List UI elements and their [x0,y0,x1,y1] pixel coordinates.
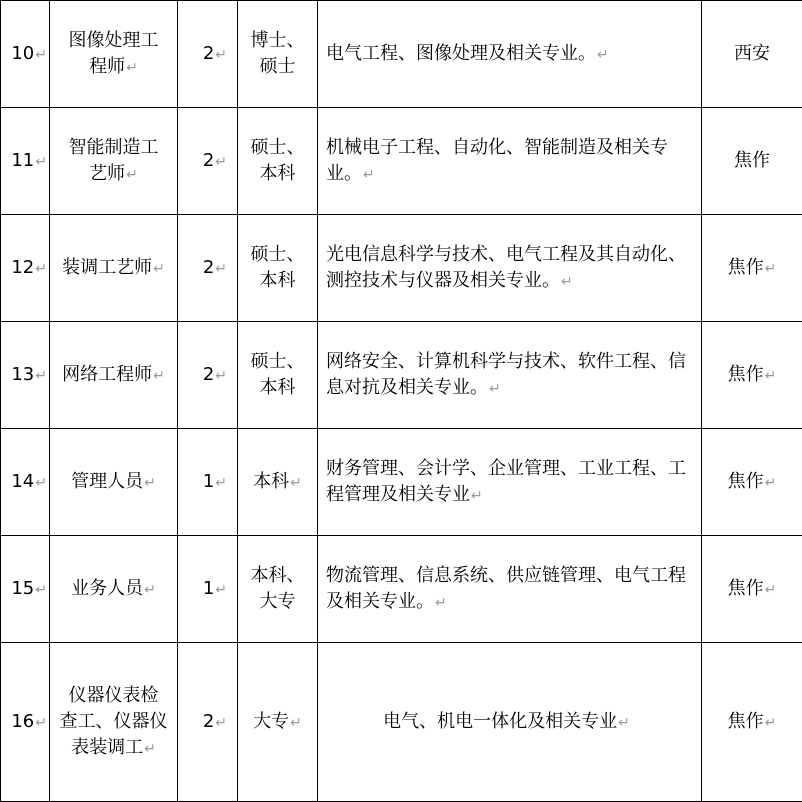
table-row [1,215,802,322]
degree-line: 本科、 [250,565,305,586]
degree-line: 硕士、 [250,351,305,372]
table-row [1,429,802,536]
paragraph-mark: ↵ [215,367,227,384]
row-number-cell: 16↵ [1,643,50,802]
paragraph-mark: ↵ [35,367,47,384]
location-cell: 焦作↵ [702,322,802,429]
position-line: 装调工艺师 [62,256,153,278]
degree-line: 本科 [259,377,296,398]
major-cell: 光电信息科学与技术、电气工程及其自动化、测控技术与仪器及相关专业。↵ [318,215,702,322]
paragraph-mark: ↵ [363,166,375,183]
paragraph-mark: ↵ [215,153,227,170]
count-cell: 2↵ [178,322,238,429]
location-cell: 焦作↵ [702,429,802,536]
position-line: 业务人员 [71,577,144,599]
paragraph-mark: ↵ [144,581,156,598]
paragraph-mark: ↵ [144,474,156,491]
paragraph-mark: ↵ [597,46,609,63]
table-row [1,536,802,643]
position-line: 查工、仪器仪 [59,710,168,732]
paragraph-mark: ↵ [290,474,302,491]
row-number-cell: 10↵ [1,1,50,108]
table-row [1,643,802,802]
degree-line: 硕士、 [250,244,305,265]
position-line: 仪器仪表检 [68,684,159,706]
paragraph-mark: ↵ [35,260,47,277]
position-line: 网络工程师 [62,363,153,385]
degree-cell [238,108,318,215]
position-line: 图像处理工 [68,29,159,51]
paragraph-mark: ↵ [215,46,227,63]
degree-cell [238,1,318,108]
degree-line: 大专 [259,591,296,612]
count-cell: 1↵ [178,429,238,536]
position-line: 智能制造工 [68,136,159,158]
location-cell: 焦作↵ [702,536,802,643]
degree-line: 硕士、 [250,137,305,158]
table-row [1,322,802,429]
paragraph-mark: ↵ [215,714,227,731]
count-cell: 1↵ [178,536,238,643]
position-line: 表装调工 [71,736,144,758]
paragraph-mark: ↵ [35,46,47,63]
position-cell [50,322,178,429]
row-number-cell: 11↵ [1,108,50,215]
paragraph-mark: ↵ [153,367,165,384]
position-line: 管理人员 [71,470,144,492]
position-cell [50,215,178,322]
degree-line: 博士、 [250,30,305,51]
position-cell [50,108,178,215]
major-cell: 电气、机电一体化及相关专业↵ [318,643,702,802]
count-cell: 2↵ [178,643,238,802]
count-cell: 2↵ [178,215,238,322]
location-cell: 焦作↵ [702,215,802,322]
paragraph-mark: ↵ [471,487,483,504]
paragraph-mark: ↵ [144,740,156,757]
table-row [1,1,802,108]
row-number-cell: 12↵ [1,215,50,322]
location-cell: 焦作 [702,108,802,215]
location-cell: 焦作↵ [702,643,802,802]
paragraph-mark: ↵ [489,380,501,397]
paragraph-mark: ↵ [764,260,777,277]
major-cell: 物流管理、信息系统、供应链管理、电气工程及相关专业。↵ [318,536,702,643]
paragraph-mark: ↵ [35,153,47,170]
paragraph-mark: ↵ [215,474,227,491]
position-cell [50,1,178,108]
count-cell: 2↵ [178,1,238,108]
paragraph-mark: ↵ [290,714,302,731]
paragraph-mark: ↵ [435,594,447,611]
paragraph-mark: ↵ [35,714,47,731]
paragraph-mark: ↵ [35,581,47,598]
degree-cell [238,215,318,322]
paragraph-mark: ↵ [561,273,573,290]
paragraph-mark: ↵ [618,714,630,731]
position-line: 程师 [89,55,126,77]
paragraph-mark: ↵ [764,714,777,731]
degree-cell [238,429,318,536]
degree-cell [238,322,318,429]
paragraph-mark: ↵ [764,581,777,598]
paragraph-mark: ↵ [153,260,165,277]
major-cell: 财务管理、会计学、企业管理、工业工程、工程管理及相关专业↵ [318,429,702,536]
degree-line: 本科 [253,470,290,492]
paragraph-mark: ↵ [215,581,227,598]
paragraph-mark: ↵ [35,474,47,491]
degree-cell [238,536,318,643]
location-cell: 西安 [702,1,802,108]
degree-line: 本科 [259,163,296,184]
paragraph-mark: ↵ [126,166,138,183]
row-number-cell: 13↵ [1,322,50,429]
position-cell [50,429,178,536]
paragraph-mark: ↵ [215,260,227,277]
paragraph-mark: ↵ [764,367,777,384]
row-number-cell: 14↵ [1,429,50,536]
count-cell: 2↵ [178,108,238,215]
position-cell [50,643,178,802]
degree-line: 硕士 [259,56,296,77]
major-cell: 网络安全、计算机科学与技术、软件工程、信息对抗及相关专业。↵ [318,322,702,429]
degree-line: 大专 [253,710,290,732]
major-cell: 电气工程、图像处理及相关专业。↵ [318,1,702,108]
paragraph-mark: ↵ [764,474,777,491]
position-line: 艺师 [89,162,126,184]
degree-cell [238,643,318,802]
paragraph-mark: ↵ [126,59,138,76]
row-number-cell: 15↵ [1,536,50,643]
table-row [1,108,802,215]
degree-line: 本科 [259,270,296,291]
position-cell [50,536,178,643]
major-cell: 机械电子工程、自动化、智能制造及相关专业。↵ [318,108,702,215]
